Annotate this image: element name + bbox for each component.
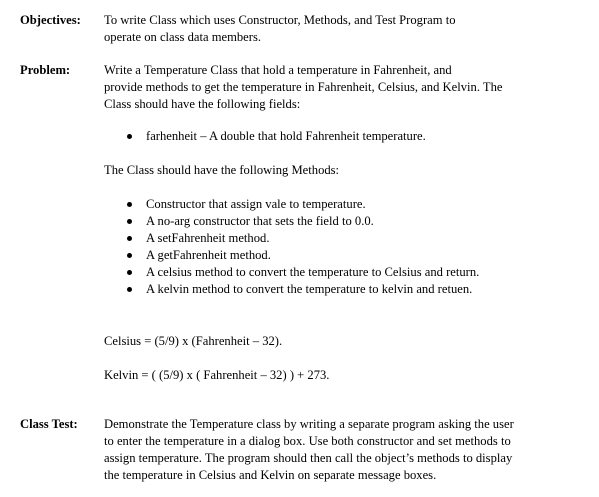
class-test-line: the temperature in Celsius and Kelvin on separate message boxes. xyxy=(104,468,437,482)
list-item: A kelvin method to convert the temperature to kelvin and retuen. xyxy=(126,281,479,298)
list-item: A getFahrenheit method. xyxy=(126,247,479,264)
class-test-label: Class Test: xyxy=(20,417,78,431)
problem-text xyxy=(104,62,582,113)
methods-list xyxy=(126,196,479,298)
class-test-text xyxy=(104,416,582,484)
methods-intro: The Class should have the following Methods: xyxy=(104,163,340,177)
class-test-line: to enter the temperature in a dialog box. Use both constructor and set methods to xyxy=(104,434,511,448)
list-item: A celsius method to convert the temperature to Celsius and return. xyxy=(126,264,479,281)
celsius-formula: Celsius = (5/9) x (Fahrenheit – 32). xyxy=(104,334,283,348)
class-test-line: Demonstrate the Temperature class by writing a separate program asking the user xyxy=(104,417,514,431)
objectives-line: operate on class data members. xyxy=(104,30,262,44)
problem-line: Write a Temperature Class that hold a temperature in Fahrenheit, and xyxy=(104,63,452,77)
kelvin-formula: Kelvin = ( (5/9) x ( Fahrenheit – 32) ) + 273. xyxy=(104,368,330,382)
objectives-label: Objectives: xyxy=(20,13,81,27)
problem-line: Class should have the following fields: xyxy=(104,97,301,111)
problem-label: Problem: xyxy=(20,63,71,77)
class-test-line: assign temperature. The program should then call the object’s methods to display xyxy=(104,451,513,465)
list-item: A no-arg constructor that sets the field to 0.0. xyxy=(126,213,479,230)
list-item: farhenheit – A double that hold Fahrenheit temperature. xyxy=(126,128,426,145)
fields-list xyxy=(126,128,426,145)
list-item: A setFahrenheit method. xyxy=(126,230,479,247)
objectives-text xyxy=(104,12,582,46)
problem-line: provide methods to get the temperature in Fahrenheit, Celsius, and Kelvin. The xyxy=(104,80,503,94)
list-item: Constructor that assign vale to temperature. xyxy=(126,196,479,213)
objectives-line: To write Class which uses Constructor, Methods, and Test Program to xyxy=(104,13,456,27)
